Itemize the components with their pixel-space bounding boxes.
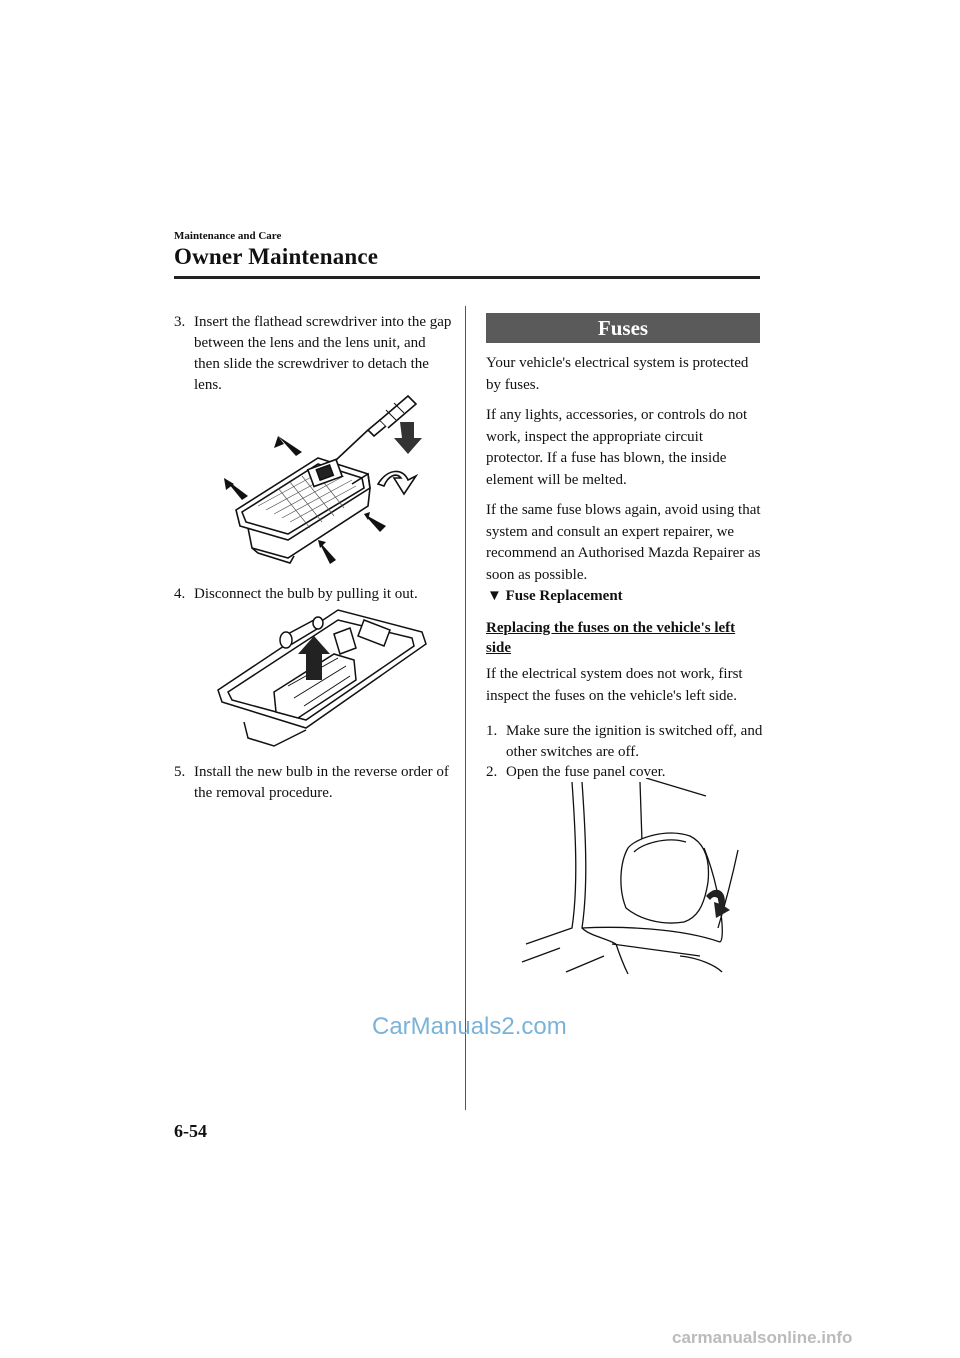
step-number: 1. <box>486 723 498 739</box>
triangle-icon: ▼ <box>487 588 502 604</box>
fuses-intro: Your vehicle's electrical system is protected by fuses. <box>486 355 749 393</box>
step-text: Insert the flathead screwdriver into the gap between the lens and the lens unit, and then slide the screwdriver to detach the lens. <box>194 314 452 393</box>
fuses-paragraph-3: If the same fuse blows again, avoid using that system and consult an expert repairer, we recommend an Authorised Mazda Repairer as soon as possible. <box>486 502 761 583</box>
step-text: Disconnect the bulb by pulling it out. <box>194 586 418 602</box>
subsection-text: If the electrical system does not work, first inspect the fuses on the vehicle's left side. <box>486 666 743 704</box>
watermark-logo: CarManuals2.com <box>372 1013 567 1040</box>
subsection-title: Replacing the fuses on the vehicle's left side <box>486 620 736 656</box>
step-text: Make sure the ignition is switched off, and other switches are off. <box>506 723 763 760</box>
fuse-step-1 <box>486 721 766 765</box>
column-divider <box>465 306 466 1110</box>
section-heading-fuses: Fuses <box>486 313 760 343</box>
fuses-paragraph-2: If any lights, accessories, or controls do not work, inspect the appropriate circuit protector. If a fuse has blown, the inside element will be melted. <box>486 407 748 488</box>
lens-removal-illustration <box>218 388 440 570</box>
bulb-removal-illustration <box>214 602 436 750</box>
footer-url: carmanualsonline.info <box>672 1328 853 1347</box>
header-rule <box>174 276 760 279</box>
step-5 <box>174 762 454 808</box>
fuse-replacement-subheading <box>487 588 623 605</box>
step-text: Open the fuse panel cover. <box>506 764 666 780</box>
chapter-title: Owner Maintenance <box>174 244 379 269</box>
fuse-panel-cover-illustration <box>520 778 760 976</box>
step-number: 5. <box>174 764 186 780</box>
section-label: Maintenance and Care <box>174 230 282 242</box>
subheading-text: Fuse Replacement <box>505 588 623 604</box>
page-number: 6-54 <box>174 1121 207 1141</box>
step-number: 3. <box>174 314 186 330</box>
step-number: 2. <box>486 764 498 780</box>
step-number: 4. <box>174 586 186 602</box>
step-text: Install the new bulb in the reverse order of the removal procedure. <box>194 764 449 801</box>
